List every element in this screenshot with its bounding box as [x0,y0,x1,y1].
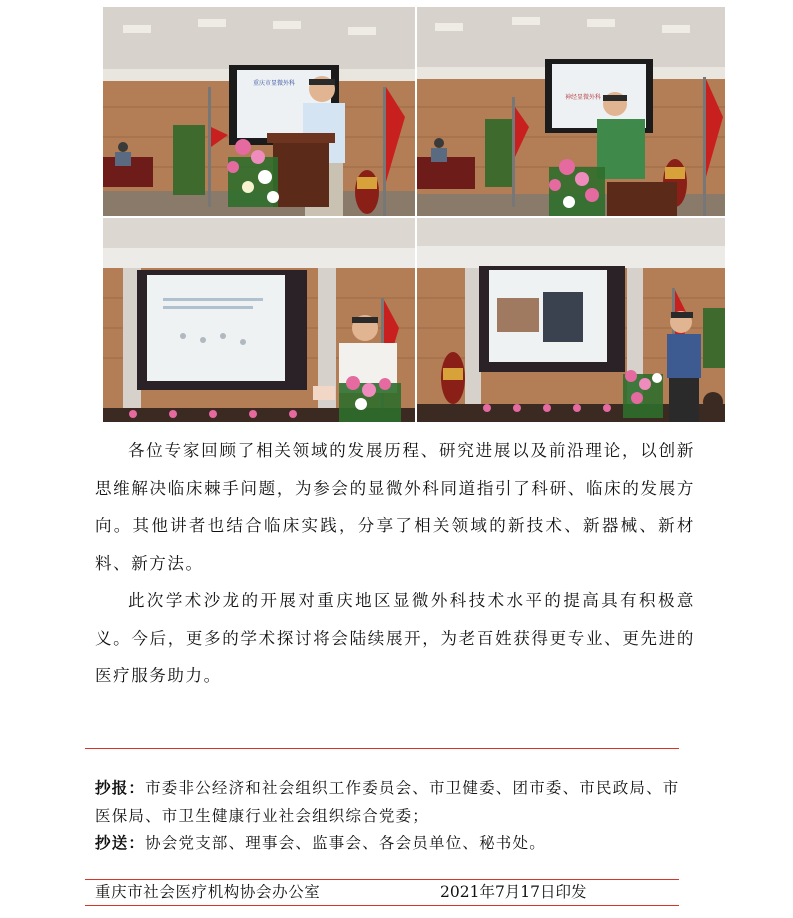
copy-to-line [95,829,695,857]
conference-photo-4 [417,218,725,422]
body-paragraph-2: 此次学术沙龙的开展对重庆地区显微外科技术水平的提高具有积极意义。今后，更多的学术探讨将会陆续展开，为老百姓获得更专业、更先进的医疗服务助力。 [95,591,695,685]
red-divider-top [85,748,679,749]
report-to-recipients: 市委非公经济和社会组织工作委员会、市卫健委、团市委、市民政局、市医保局、市卫生健康行业社会组织综合党委； [95,779,680,825]
body-paragraph-1: 各位专家回顾了相关领域的发展历程、研究进展以及前沿理论，以创新思维解决临床棘手问题，为参会的显微外科同道指引了科研、临床的发展方向。其他讲者也结合临床实践，分享了相关领域的新技术、新器械、新材料、新方法。 [95,441,695,573]
report-to-label: 抄报： [95,778,146,797]
issuing-office: 重庆市社会医疗机构协会办公室 [95,883,321,901]
red-divider-bottom [85,905,679,906]
photo-collage [103,7,725,422]
slide-title-2: 神经显微外科 [565,94,602,101]
conference-photo-1 [103,7,415,216]
report-to-line [95,774,695,830]
issue-date: 2021年7月17日印发 [440,883,587,901]
copy-to-recipients: 协会党支部、理事会、监事会、各会员单位、秘书处。 [145,834,546,852]
conference-photo-2 [417,7,725,216]
slide-title-1: 重庆市显微外科 [253,80,296,87]
conference-photo-3 [103,218,415,422]
copy-to-label: 抄送： [95,833,146,852]
